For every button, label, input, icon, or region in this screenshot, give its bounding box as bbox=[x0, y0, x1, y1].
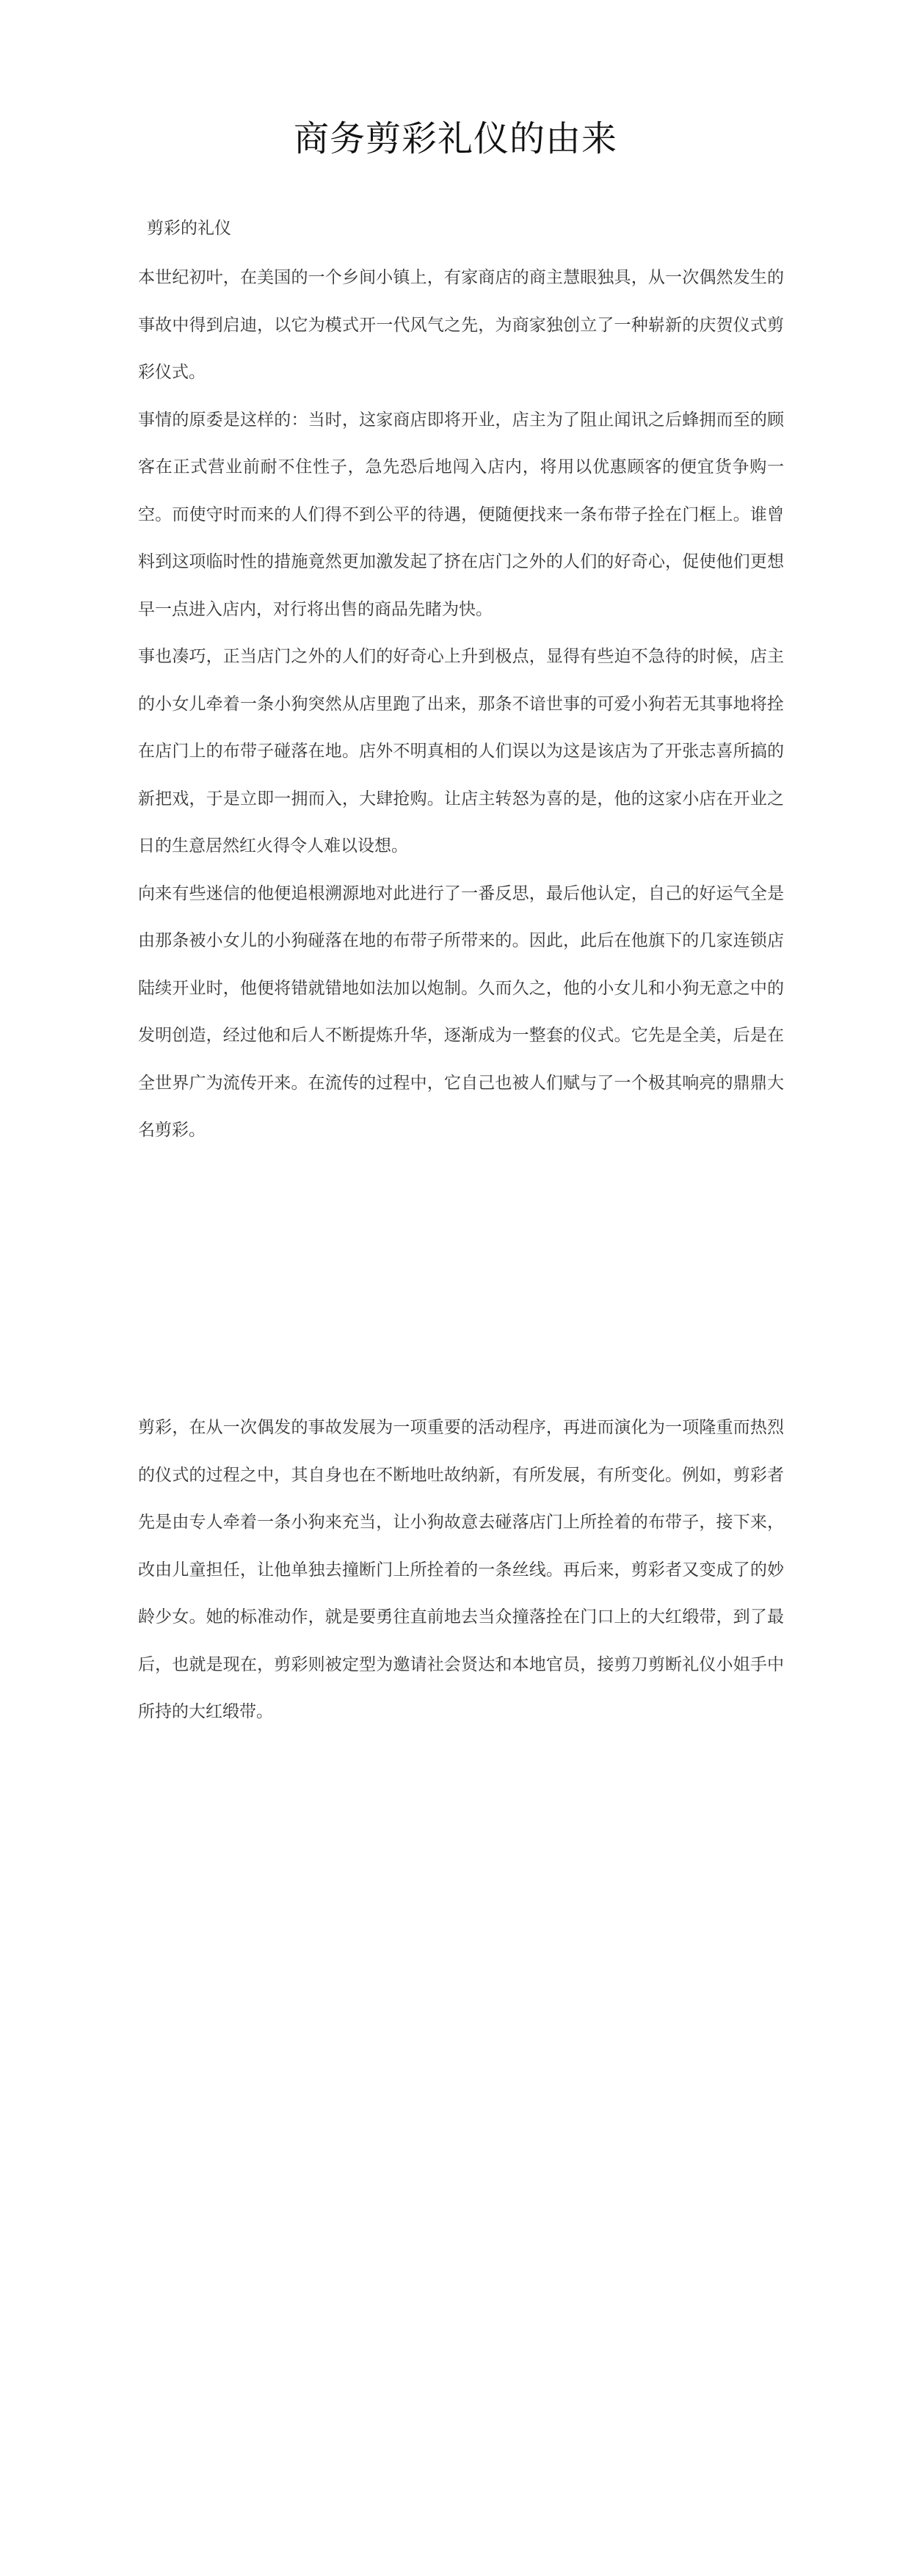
body-text-block bbox=[138, 254, 784, 1154]
paragraph: 事情的原委是这样的：当时，这家商店即将开业，店主为了阻止闻讯之后蜂拥而至的顾客在正式营业前耐不住性子，急先恐后地闯入店内，将用以优惠顾客的便宜货争购一空。而使守时而来的人们得不到公平的待遇，便随便找来一条布带子拴在门框上。谁曾料到这项临时性的措施竟然更加激发起了挤在店门之外的人们的好奇心，促使他们更想早一点进入店内，对行将出售的商品先睹为快。 bbox=[138, 410, 784, 619]
paragraph: 事也凑巧，正当店门之外的人们的好奇心上升到极点，显得有些迫不急待的时候，店主的小女儿牵着一条小狗突然从店里跑了出来，那条不谙世事的可爱小狗若无其事地将拴在店门上的布带子碰落在地。店外不明真相的人们误以为这是该店为了开张志喜所搞的新把戏，于是立即一拥而入，大肆抢购。让店主转怒为喜的是，他的这家小店在开业之日的生意居然红火得令人难以设想。 bbox=[138, 647, 784, 855]
paragraph: 向来有些迷信的他便追根溯源地对此进行了一番反思，最后他认定，自己的好运气全是由那条被小女儿的小狗碰落在地的布带子所带来的。因此，此后在他旗下的几家连锁店陆续开业时，他便将错就错地如法加以炮制。久而久之，他的小女儿和小狗无意之中的发明创造，经过他和后人不断提炼升华，逐渐成为一整套的仪式。它先是全美，后是在全世界广为流传开来。在流传的过程中，它自己也被人们赋与了一个极其响亮的鼎鼎大名剪彩。 bbox=[138, 883, 784, 1140]
page-title: 商务剪彩礼仪的由来 bbox=[293, 118, 617, 159]
section-subheading: 剪彩的礼仪 bbox=[147, 219, 231, 238]
body-text-block-2 bbox=[138, 1404, 784, 1736]
paragraph: 本世纪初叶，在美国的一个乡间小镇上，有家商店的商主慧眼独具，从一次偶然发生的事故中得到启迪，以它为模式开一代风气之先，为商家独创立了一种崭新的庆贺仪式剪彩仪式。 bbox=[138, 268, 784, 382]
paragraph: 剪彩，在从一次偶发的事故发展为一项重要的活动程序，再进而演化为一项隆重而热烈的仪式的过程之中，其自身也在不断地吐故纳新，有所发展，有所变化。例如，剪彩者先是由专人牵着一条小狗来充当，让小狗故意去碰落店门上所拴着的布带子，接下来，改由儿童担任，让他单独去撞断门上所拴着的一条丝线。再后来，剪彩者又变成了的妙龄少女。她的标准动作，就是要勇往直前地去当众撞落拴在门口上的大红缎带，到了最后，也就是现在，剪彩则被定型为邀请社会贤达和本地官员，接剪刀剪断礼仪小姐手中所持的大红缎带。 bbox=[138, 1418, 784, 1721]
